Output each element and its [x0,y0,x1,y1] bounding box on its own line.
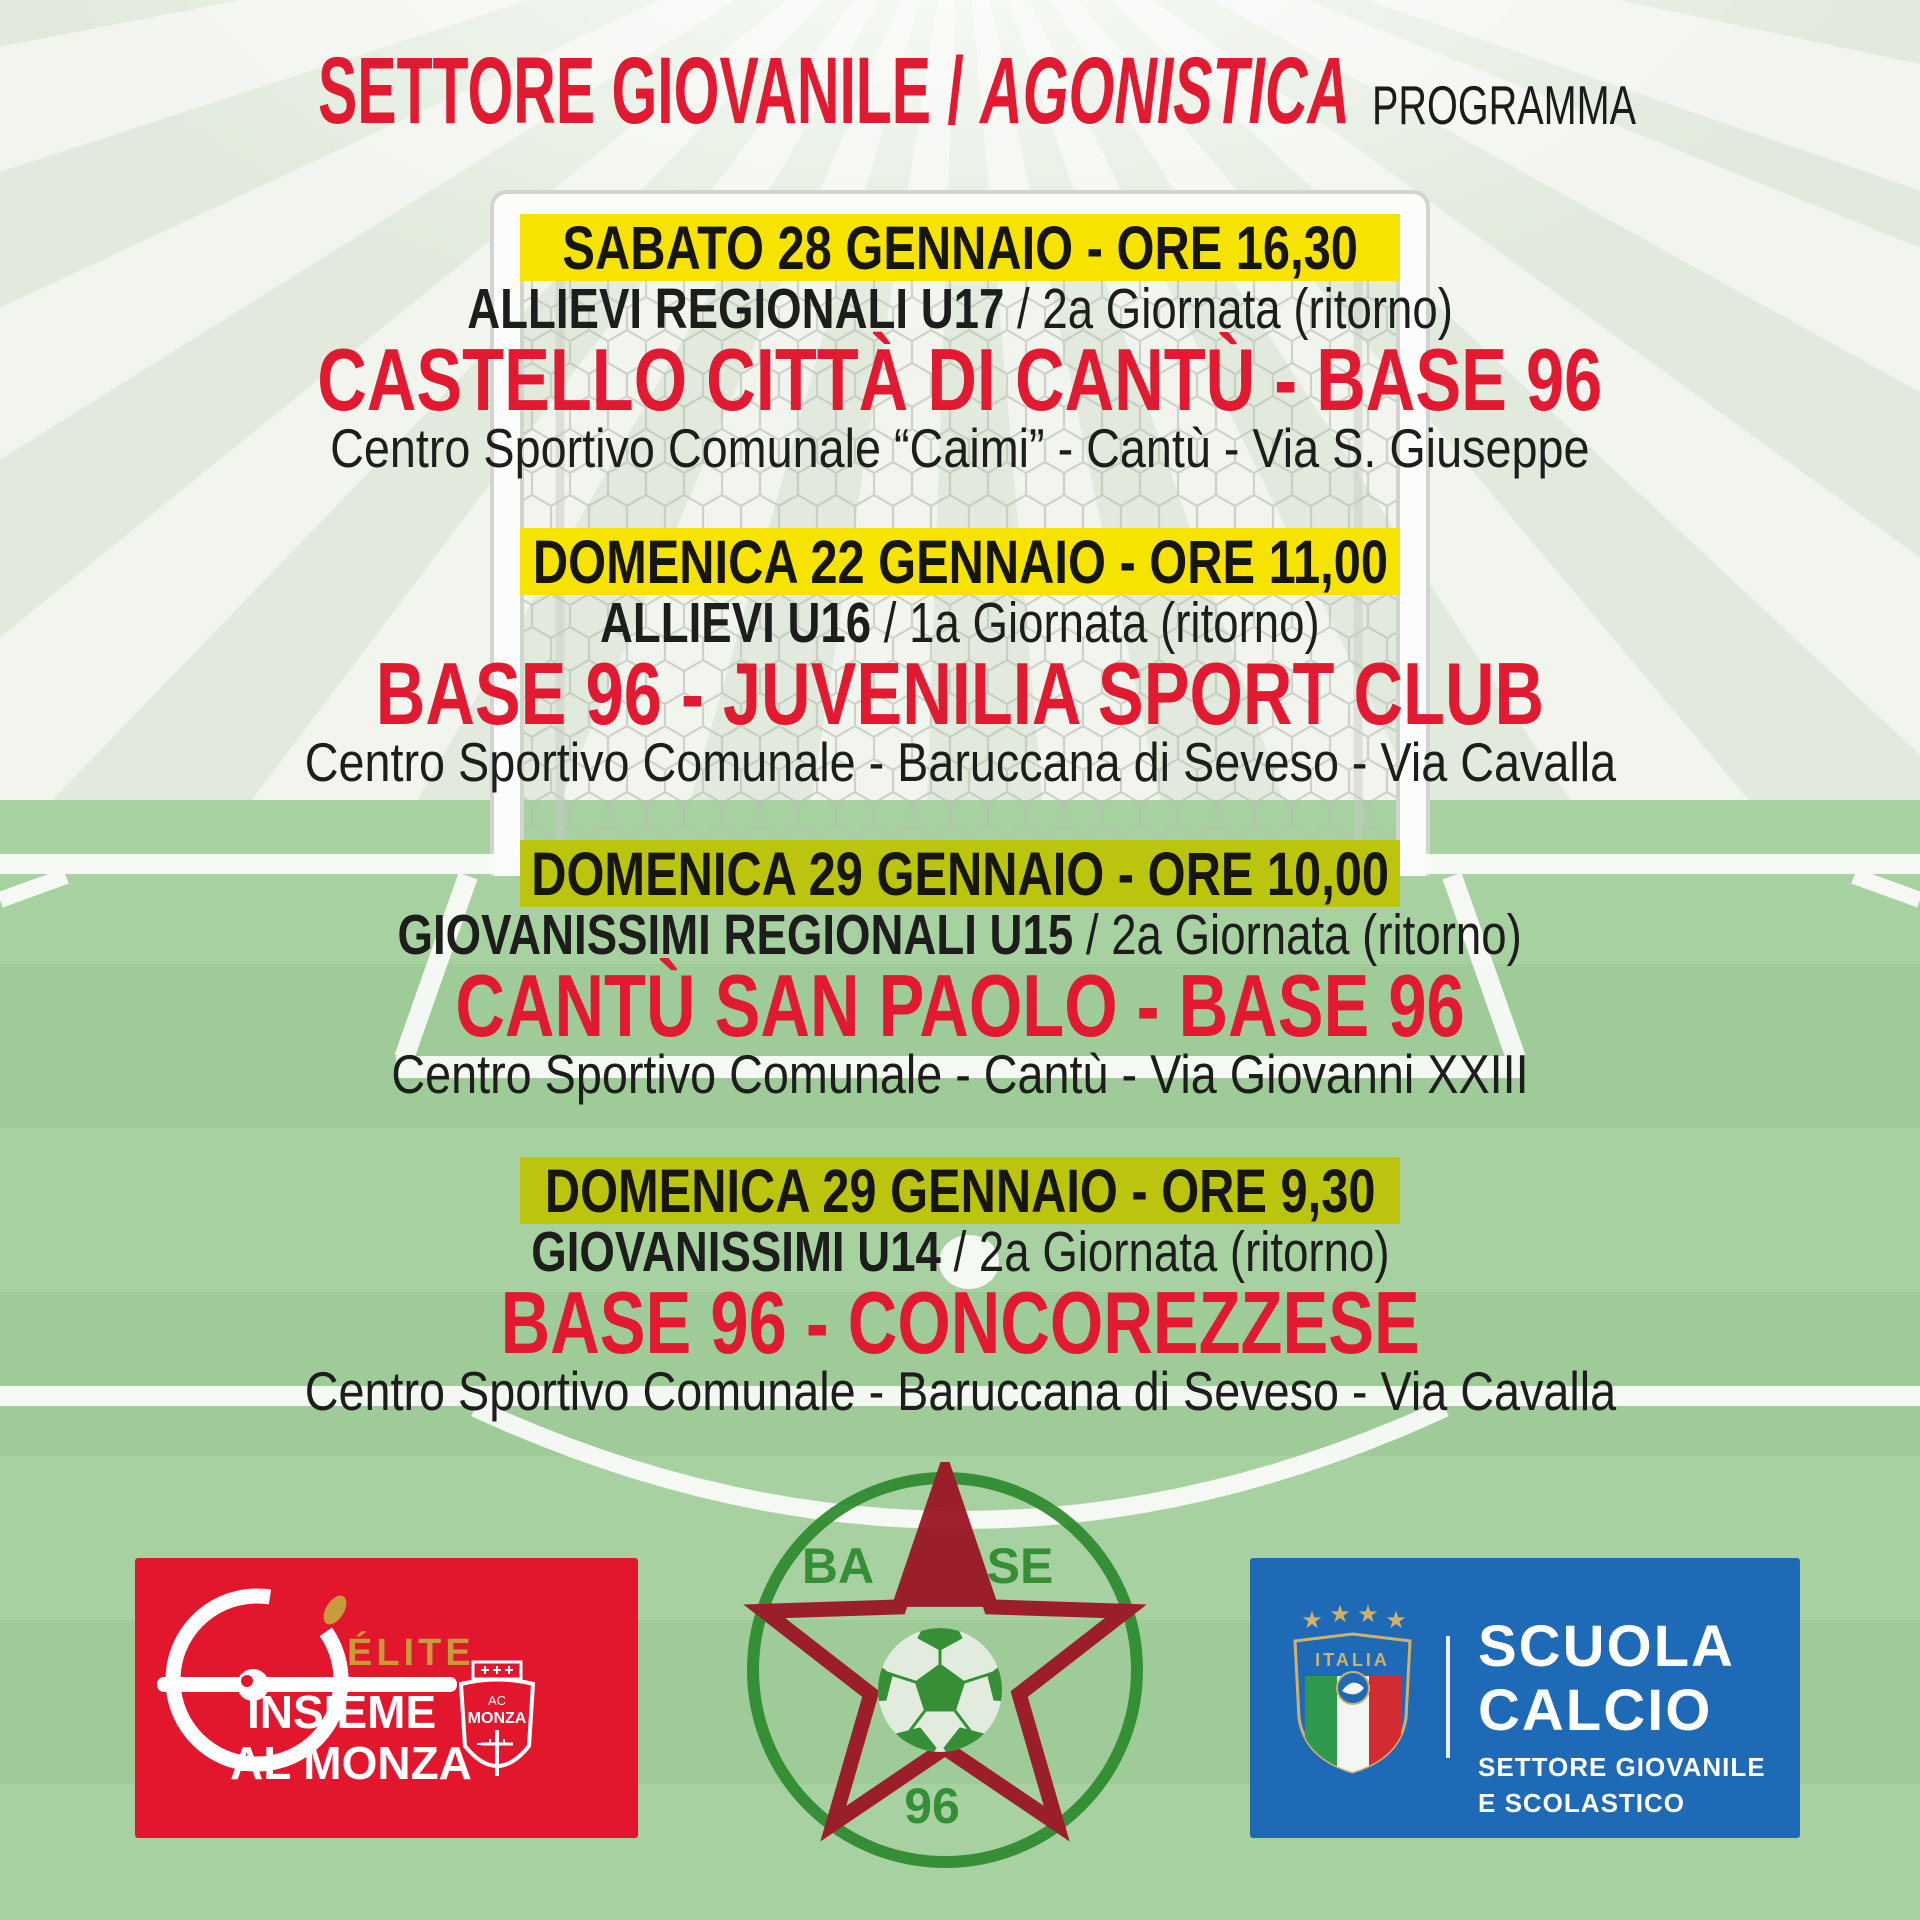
match-teams: BASE 96 - CONCOREZZESE [500,1273,1420,1372]
elite-label: ÉLITE [347,1632,475,1674]
divider-line [1446,1636,1450,1758]
date-band-label: SABATO 28 GENNAIO - ORE 16,30 [562,213,1358,282]
date-band-label: DOMENICA 29 GENNAIO - ORE 9,30 [544,1156,1376,1225]
category-round: / 2a Giornata (ritorno) [940,1220,1390,1284]
crest-year-label: 96 [904,1778,960,1834]
venue-line [0,417,1920,479]
date-band [520,1157,1400,1224]
date-band [520,214,1400,281]
match-line [0,1273,1920,1372]
match-teams: CASTELLO CITTÀ DI CANTÙ - BASE 96 [317,330,1603,429]
date-band [520,840,1400,907]
settore-giovanile-label: SETTORE GIOVANILE [1478,1752,1766,1782]
category-round: / 2a Giornata (ritorno) [1073,903,1523,967]
match-block-4 [0,1157,1920,1447]
match-line [0,644,1920,743]
venue-line [0,731,1920,793]
base96-logo [740,1462,1150,1882]
venue-text: Centro Sportivo Comunale - Cantù - Via Giovanni XXIII [391,1043,1529,1105]
title-italic: AGONISTICA [980,38,1350,144]
title-prefix: SETTORE GIOVANILE / [318,38,981,144]
date-band-label: DOMENICA 22 GENNAIO - ORE 11,00 [532,527,1388,596]
match-line [0,956,1920,1055]
category-round: / 2a Giornata (ritorno) [1004,277,1453,341]
venue-text: Centro Sportivo Comunale - Baruccana di Seveso - Via Cavalla [304,1360,1616,1422]
page-title [318,38,1350,144]
category-round: / 1a Giornata (ritorno) [871,591,1320,655]
match-block-3 [0,840,1920,1130]
football-icon [852,1622,1028,1768]
venue-text: Centro Sportivo Comunale “Caimi” - Cantù - Via S. Giuseppe [330,417,1590,479]
svg-text:★: ★ [1329,1601,1351,1628]
category-name: ALLIEVI U16 [600,591,872,655]
calcio-label: CALCIO [1478,1678,1713,1743]
al-monza-label: AL MONZA [230,1737,472,1789]
date-band [520,528,1400,595]
category-name: ALLIEVI REGIONALI U17 [467,277,1005,341]
category-name: GIOVANISSIMI U14 [530,1220,941,1284]
date-band-label: DOMENICA 29 GENNAIO - ORE 10,00 [531,839,1389,908]
e-scolastico-label: E SCOLASTICO [1478,1788,1686,1818]
svg-text:★: ★ [1301,1607,1323,1634]
scuola-label: SCUOLA [1478,1614,1735,1679]
svg-text:★: ★ [1385,1607,1407,1634]
match-teams: BASE 96 - JUVENILIA SPORT CLUB [375,644,1545,743]
match-block-2 [0,528,1920,818]
monza-logo [135,1558,638,1838]
crest-ba-label: BA [801,1538,875,1594]
match-block-1 [0,214,1920,504]
match-teams: CANTÙ SAN PAOLO - BASE 96 [455,956,1465,1055]
svg-text:★: ★ [1357,1601,1379,1628]
venue-text: Centro Sportivo Comunale - Baruccana di Seveso - Via Cavalla [304,731,1616,793]
figc-logo [1250,1558,1800,1838]
category-name: GIOVANISSIMI REGIONALI U15 [397,903,1074,967]
match-line [0,330,1920,429]
crest-se-label: SE [986,1538,1054,1594]
venue-line [0,1360,1920,1422]
badge-ac-label: AC [487,1693,507,1708]
venue-line [0,1043,1920,1105]
italia-label: ITALIA [1315,1650,1390,1670]
badge-monza-label: MONZA [467,1710,527,1727]
insieme-label: INSIEME [247,1686,437,1738]
programma-label: PROGRAMMA [1372,74,1637,136]
